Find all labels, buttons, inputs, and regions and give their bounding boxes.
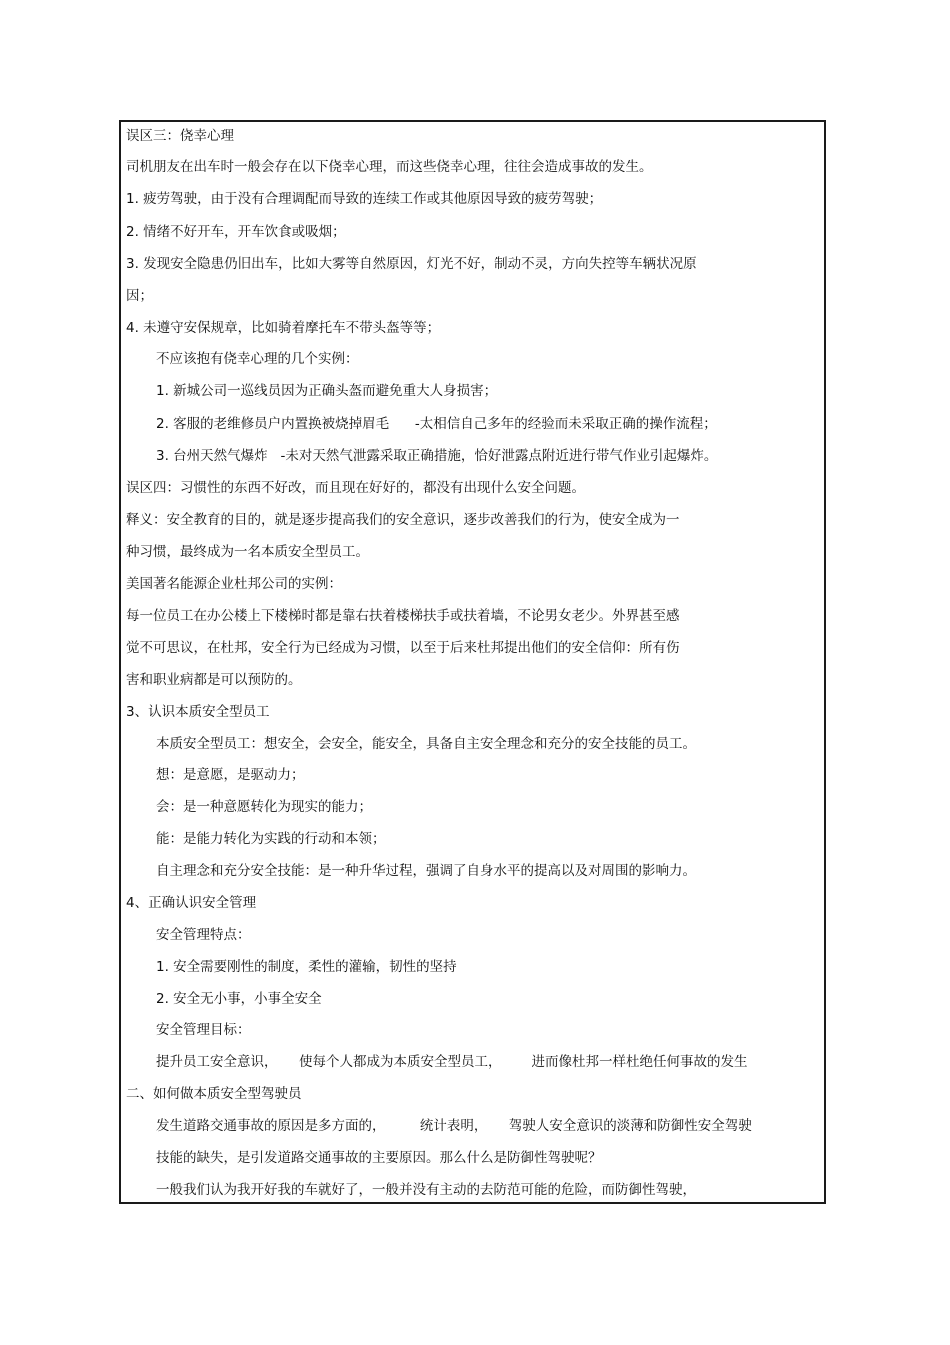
section-heading-2: 二、如何做本质安全型驾驶员 [126,1086,302,1102]
subheading: 安全管理特点： [156,927,251,943]
text-line: 提升员工安全意识， 使每个人都成为本质安全型员工， 进而像杜邦一样杜绝任何事故的发生 [156,1054,748,1070]
list-item: 1. 疲劳驾驶，由于没有合理调配而导致的连续工作或其他原因导致的疲劳驾驶； [126,191,603,207]
list-item: 2. 情绪不好开车，开车饮食或吸烟； [126,224,346,240]
text-line: 能：是能力转化为实践的行动和本领； [156,831,386,847]
heading-misconception-3: 误区三：侥幸心理 [126,128,234,144]
list-item: 4. 未遵守安保规章，比如骑着摩托车不带头盔等等； [126,320,441,336]
subheading: 安全管理目标： [156,1022,251,1038]
subheading: 不应该抱有侥幸心理的几个实例： [156,351,359,367]
section-heading-3: 3、认识本质安全型员工 [126,704,270,720]
list-item: 2. 客服的老维修员户内置换被烧掉眉毛 -太相信自己多年的经验而未采取正确的操作流程； [156,416,717,432]
text-line: 释义：安全教育的目的，就是逐步提高我们的安全意识，逐步改善我们的行为，使安全成为一 [126,512,680,528]
list-item: 1. 安全需要刚性的制度，柔性的灌输，韧性的坚持 [156,959,457,975]
text-line: 发生道路交通事故的原因是多方面的， 统计表明， 驾驶人安全意识的淡薄和防御性安全驾驶 [156,1118,752,1134]
heading-misconception-4: 误区四：习惯性的东西不好改，而且现在好好的，都没有出现什么安全问题。 [126,480,585,496]
list-item: 3. 台州天然气爆炸 -未对天然气泄露采取正确措施，恰好泄露点附近进行带气作业引起爆炸。 [156,448,718,464]
text-line: 本质安全型员工：想安全，会安全，能安全，具备自主安全理念和充分的安全技能的员工。 [156,736,696,752]
text-line: 司机朋友在出车时一般会存在以下侥幸心理，而这些侥幸心理，往往会造成事故的发生。 [126,159,653,175]
text-line: 害和职业病都是可以预防的。 [126,672,302,688]
text-line: 每一位员工在办公楼上下楼梯时都是靠右扶着楼梯扶手或扶着墙，不论男女老少。外界甚至感 [126,608,680,624]
text-line: 技能的缺失，是引发道路交通事故的主要原因。那么什么是防御性驾驶呢？ [156,1150,602,1166]
text-line: 一般我们认为我开好我的车就好了，一般并没有主动的去防范可能的危险，而防御性驾驶， [156,1182,696,1198]
text-line: 会：是一种意愿转化为现实的能力； [156,799,372,815]
section-heading-4: 4、正确认识安全管理 [126,895,257,911]
text-line: 种习惯，最终成为一名本质安全型员工。 [126,544,369,560]
text-line: 因； [126,288,153,304]
text-line: 觉不可思议，在杜邦，安全行为已经成为习惯，以至于后来杜邦提出他们的安全信仰：所有伤 [126,640,680,656]
list-item: 3. 发现安全隐患仍旧出车，比如大雾等自然原因，灯光不好，制动不灵，方向失控等车辆状况原 [126,256,697,272]
list-item: 1. 新城公司一巡线员因为正确头盔而避免重大人身损害； [156,383,498,399]
list-item: 2. 安全无小事，小事全安全 [156,991,322,1007]
text-line: 美国著名能源企业杜邦公司的实例： [126,576,342,592]
text-line: 想：是意愿，是驱动力； [156,767,305,783]
text-line: 自主理念和充分安全技能：是一种升华过程，强调了自身水平的提高以及对周围的影响力。 [156,863,696,879]
document-frame [119,120,826,1204]
